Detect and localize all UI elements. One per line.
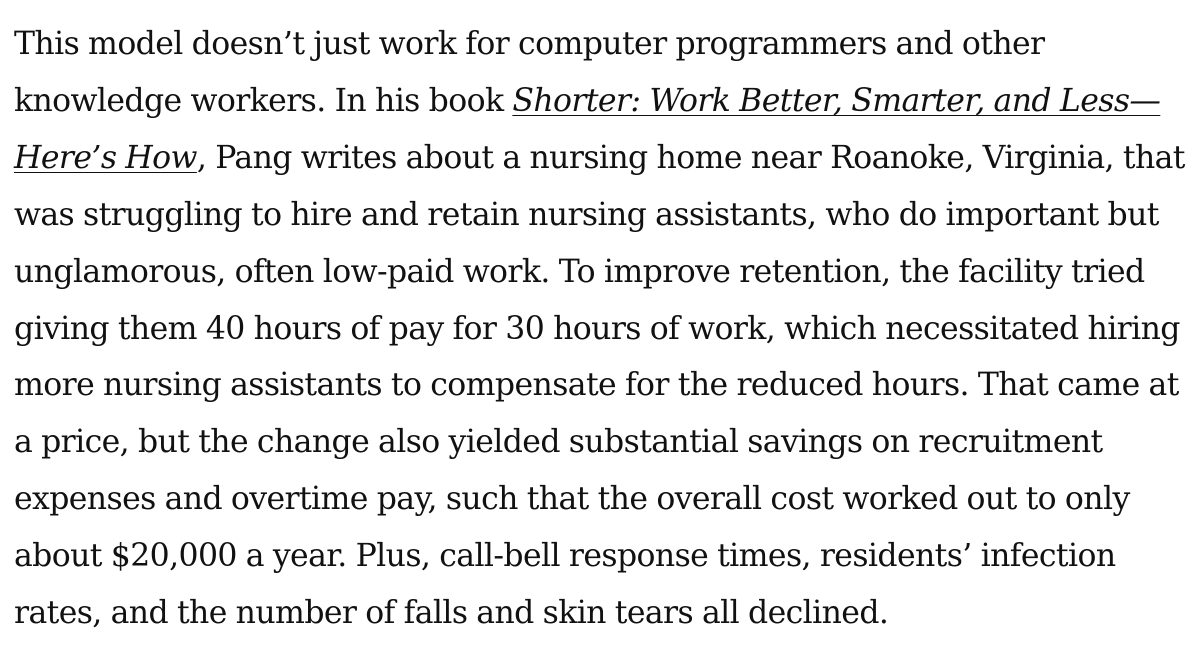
article-paragraph <box>14 16 1190 642</box>
paragraph-text-start: This model doesn’t just work for computer programmers and other knowledge workers. In his book <box>14 26 1045 119</box>
book-title-link[interactable]: Shorter: Work Better, Smarter, and Less—Here’s How <box>14 82 1161 176</box>
paragraph-text-end: , Pang writes about a nursing home near Roanoke, Virginia, that was struggling to hire and retain nursing assistants, who do important but unglamorous, often low-paid work. To improve retention, the facility tried giving them 40 hours of pay for 30 hours of work, which necessitated hiring more nursing assistants to compensate for the reduced hours. That came at a price, but the change also yielded substantial savings on recruitment expenses and overtime pay, such that the overall cost worked out to only about $20,000 a year. Plus, call-bell response times, residents’ infection rates, and the number of falls and skin tears all declined. <box>14 139 1185 632</box>
